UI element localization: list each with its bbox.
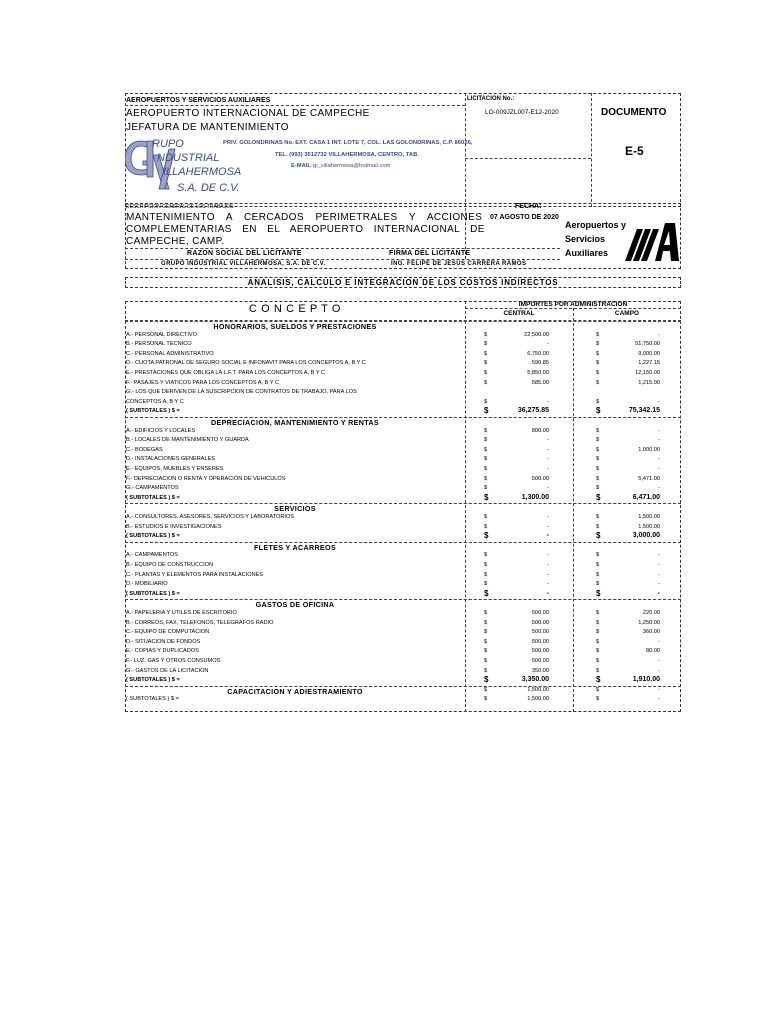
row-label: G.- LOS QUE DERIVEN DE LA SUSCRIPCION DE CONTRATOS DE TRABAJO, PARA LOS <box>126 389 357 396</box>
currency-campo: $ <box>596 370 600 376</box>
row-label: G.- CAMPAMENTOS <box>126 485 179 492</box>
firma-value: ING. FELIPE DE JESÚS CARRERA RAMOS <box>391 261 527 267</box>
table-row <box>125 455 681 465</box>
logo-text-sa: S.A. DE C.V. <box>177 182 240 194</box>
row-label: A.- EDIFICIOS Y LOCALES <box>126 427 196 434</box>
currency-central: $ <box>484 514 488 520</box>
central-value: 1,500.00 <box>527 686 549 693</box>
currency-campo: $ <box>596 629 600 636</box>
currency-campo: $ <box>596 588 601 598</box>
documento-value: E-5 <box>625 144 644 158</box>
currency-campo: $ <box>596 667 600 674</box>
table-row <box>125 465 681 475</box>
campo-value: 1,000.00 <box>638 446 660 453</box>
currency-campo: $ <box>596 610 600 616</box>
table-row <box>125 513 681 523</box>
currency-central: $ <box>484 406 489 416</box>
row-label: D.- INSTALACIONES GENERALES <box>126 456 216 463</box>
table-row <box>125 609 681 619</box>
currency-central: $ <box>484 437 488 444</box>
firma-label: FIRMA DEL LICITANTE <box>389 250 471 257</box>
company-address-2: TEL. (993) 3512732 VILLAHERMOSA, CENTRO, TAB. <box>275 152 419 158</box>
currency-campo: $ <box>596 531 601 541</box>
row-label: A.- PERSONAL DIRECTIVO <box>126 331 197 338</box>
table-row <box>125 657 681 667</box>
central-value: - <box>547 581 549 588</box>
currency-central: $ <box>484 675 489 685</box>
logo-text-rupo: RUPO <box>152 138 184 150</box>
table-row <box>125 551 681 561</box>
org-name: AEROPUERTOS Y SERVICIOS AUXILIARES <box>126 97 271 104</box>
central-value: 500.00 <box>531 629 549 636</box>
campo-value: 1,910.00 <box>632 676 660 684</box>
campo-value: - <box>658 571 660 578</box>
asa-logo <box>625 219 679 266</box>
currency-campo: $ <box>596 341 600 348</box>
currency-campo: $ <box>596 552 600 559</box>
table-row <box>125 340 681 350</box>
subtotal-row <box>125 407 681 417</box>
currency-campo: $ <box>596 562 600 568</box>
table-row <box>125 388 681 398</box>
central-value: 1,300.00 <box>521 493 549 501</box>
central-value: 500.00 <box>531 658 549 664</box>
central-value: 5,850.00 <box>527 370 549 376</box>
row-label: ( SUBTOTALES ) $ = <box>126 677 180 684</box>
currency-central: $ <box>484 588 489 598</box>
central-value: 36,275.85 <box>517 407 549 415</box>
currency-central: $ <box>484 360 488 367</box>
central-value: - <box>547 523 549 530</box>
currency-campo: $ <box>596 427 600 434</box>
currency-campo: $ <box>596 331 600 338</box>
currency-campo: $ <box>596 571 600 578</box>
central-value: - <box>547 552 549 559</box>
table-row <box>125 647 681 657</box>
central-value: 22,500.00 <box>524 331 549 338</box>
central-value: 590.85 <box>531 360 549 367</box>
airport-name: AEROPUERTO INTERNACIONAL DE CAMPECHE <box>126 108 370 119</box>
section-title: DEPRECIACION, MANTENIMIENTO Y RENTAS <box>210 418 379 427</box>
row-label: CONCEPTOS A, B Y C <box>126 398 184 405</box>
row-label: F.- DEPRECIACION O RENTA Y OPERACIÓN DE VEHICULOS <box>126 475 286 482</box>
central-value: 500.00 <box>531 475 549 482</box>
row-label: D.- SITUACION DE FONDOS <box>126 638 201 645</box>
currency-central: $ <box>484 523 488 530</box>
central-value: 500.00 <box>531 619 549 626</box>
campo-value: - <box>658 667 660 674</box>
row-label: ( SUBTOTALES ) $ = <box>126 590 180 597</box>
currency-central: $ <box>484 686 488 693</box>
row-label: C.- EQUIPO DE COMPUTACION <box>126 629 210 636</box>
row-label: F.- LUZ, GAS Y OTROS CONSUMOS <box>126 658 221 664</box>
descripcion-line-3: CAMPECHE, CAMP. <box>126 236 225 247</box>
campo-value: 75,342.15 <box>628 407 660 415</box>
campo-value: - <box>658 686 660 693</box>
row-label: E.- EQUIPOS, MUEBLES Y ENSERES <box>126 466 224 472</box>
campo-value: - <box>658 398 660 405</box>
currency-central: $ <box>484 610 488 616</box>
currency-campo: $ <box>596 638 600 645</box>
currency-central: $ <box>484 379 488 386</box>
row-label: ( SUBTOTALES ) $ = <box>126 408 180 415</box>
central-value: 500.00 <box>531 610 549 616</box>
central-header: CENTRAL <box>503 310 535 317</box>
currency-campo: $ <box>596 398 600 405</box>
descripcion-line-2: COMPLEMENTARIAS EN EL AEROPUERTO INTERNACIONAL DE <box>126 224 485 235</box>
currency-campo: $ <box>596 514 600 520</box>
central-value: - <box>547 341 549 348</box>
campo-header: CAMPO <box>614 310 640 317</box>
currency-central: $ <box>484 562 488 568</box>
campo-value: 1,500.00 <box>638 523 660 530</box>
row-label: B.- ESTUDIOS E INVESTIGACIONES <box>126 523 222 530</box>
asa-line-1: Aeropuertos y <box>565 220 627 230</box>
campo-value: - <box>658 581 660 588</box>
currency-central: $ <box>484 492 489 502</box>
table-row <box>125 446 681 456</box>
campo-value: 1,250.00 <box>638 619 660 626</box>
campo-value: - <box>658 466 660 472</box>
table-row <box>125 571 681 581</box>
table-row <box>125 369 681 379</box>
importes-header: IMPORTES POR ADMINISTRACION <box>518 301 628 308</box>
razon-value: GRUPO INDUSTRIAL VILLAHERMOSA, S.A. DE C.V. <box>161 261 326 267</box>
table-row <box>125 628 681 638</box>
central-value: - <box>547 398 549 405</box>
table-row <box>125 331 681 341</box>
campo-value: - <box>658 437 660 444</box>
row-label: G.- GASTOS DE LA LICITACION <box>126 667 209 674</box>
row-label: C.- PERSONAL ADMINISTRATIVO <box>126 350 214 357</box>
currency-campo: $ <box>596 350 600 357</box>
central-value: - <box>547 485 549 492</box>
campo-value: 80.00 <box>646 648 660 655</box>
table-row <box>125 379 681 389</box>
campo-value: - <box>658 485 660 492</box>
central-value: - <box>546 589 549 597</box>
table-row <box>125 436 681 446</box>
subtotal-row <box>125 676 681 686</box>
subtotal-row <box>125 532 681 542</box>
table-row <box>125 427 681 437</box>
row-label: A.- CAMPAMENTOS <box>126 552 179 559</box>
asa-line-2: Servicios <box>565 234 606 244</box>
currency-central: $ <box>484 485 488 492</box>
currency-central: $ <box>484 629 488 636</box>
currency-campo: $ <box>596 379 600 386</box>
fecha-value: 07 AGOSTO DE 2020 <box>490 214 559 221</box>
logo-text-ndustrial: NDUSTRIAL <box>157 152 220 164</box>
currency-campo: $ <box>596 492 601 502</box>
campo-value: - <box>658 562 660 568</box>
currency-central: $ <box>484 667 488 674</box>
central-value: - <box>547 514 549 520</box>
currency-campo: $ <box>596 619 600 626</box>
campo-value: 6,471.00 <box>632 493 660 501</box>
central-value: - <box>546 532 549 540</box>
central-value: 585.00 <box>531 379 549 386</box>
page-title: ANALISIS, CALCULO E INTEGRACION DE LOS COSTOS INDIRECTOS <box>247 278 559 287</box>
asa-line-3: Auxiliares <box>565 248 609 258</box>
currency-central: $ <box>484 531 489 541</box>
campo-value: 3,000.00 <box>632 532 660 540</box>
subtotal-row <box>125 695 681 705</box>
currency-central: $ <box>484 475 488 482</box>
currency-central: $ <box>484 658 488 664</box>
row-label: A.- CONSULTORES, ASESORES, SERVICIOS Y LABORATORIOS <box>126 514 295 520</box>
central-value: - <box>547 562 549 568</box>
currency-campo: $ <box>596 686 600 693</box>
currency-campo: $ <box>596 456 600 463</box>
currency-central: $ <box>484 370 488 376</box>
campo-value: 5,471.00 <box>638 475 660 482</box>
subtotal-row <box>125 494 681 504</box>
currency-central: $ <box>484 350 488 357</box>
central-value: 500.00 <box>531 638 549 645</box>
row-label: F.- PASAJES Y VIATICOS PARA LOS CONCEPTOS A, B Y C <box>126 379 280 386</box>
currency-campo: $ <box>596 475 600 482</box>
department-name: JEFATURA DE MANTENIMIENTO <box>126 122 289 133</box>
currency-campo: $ <box>596 360 600 367</box>
row-label: E.- PRESTACIONES QUE OBLIGA LA L.F.T. PARA LOS CONCEPTOS A, B Y C <box>126 370 326 376</box>
row-label: B.- LOCALES DE MANTENIMIENTO Y GUARDA <box>126 437 249 444</box>
currency-campo: $ <box>596 648 600 655</box>
section-title: FLETES Y ACARREOS <box>253 542 337 552</box>
company-email: gi_villahermosa@hotmail.com <box>313 163 391 169</box>
central-value: 3,350.00 <box>521 676 549 684</box>
company-address-1: PRIV. GOLONDRINAS No. EXT. CASA 1 INT. LOTE 7, COL. LAS GOLONDRINAS, C.P. 86026, <box>223 140 473 146</box>
currency-central: $ <box>484 427 488 434</box>
currency-central: $ <box>484 638 488 645</box>
descripcion-line-1: MANTENIMIENTO A CERCADOS PERIMETRALES Y ACCIONES <box>126 212 483 223</box>
descripcion-label: DESCRIPCION GENERAL DE LOS TRABAJOS: <box>126 204 235 210</box>
currency-campo: $ <box>596 696 600 703</box>
currency-central: $ <box>484 456 488 463</box>
central-value: - <box>547 571 549 578</box>
campo-value: - <box>658 696 660 703</box>
currency-campo: $ <box>596 581 600 588</box>
currency-campo: $ <box>596 446 600 453</box>
currency-central: $ <box>484 341 488 348</box>
campo-value: - <box>658 638 660 645</box>
row-label: ( SUBTOTALES ) $ = <box>126 494 180 501</box>
row-label: ( SUBTOTALES ) $ = <box>126 533 180 540</box>
currency-campo: $ <box>596 523 600 530</box>
campo-value: - <box>658 427 660 434</box>
campo-value: 51,750.00 <box>635 341 660 348</box>
central-value: 500.00 <box>531 648 549 655</box>
central-value: - <box>547 437 549 444</box>
campo-value: - <box>658 658 660 664</box>
company-email-label: E-MAIL: <box>291 163 313 169</box>
table-row <box>125 359 681 369</box>
campo-value: 360.00 <box>642 629 660 636</box>
row-label: D.- MOBILIARIO <box>126 581 168 588</box>
row-label: E.- COPIAS Y DUPLICADOS <box>126 648 199 655</box>
table-row <box>125 638 681 648</box>
campo-value: 1,227.15 <box>638 360 660 367</box>
currency-central: $ <box>484 571 488 578</box>
currency-central: $ <box>484 696 488 703</box>
central-value: - <box>547 456 549 463</box>
campo-value: 12,150.00 <box>635 370 660 376</box>
central-value: 800.00 <box>531 427 549 434</box>
currency-central: $ <box>484 398 488 405</box>
currency-central: $ <box>484 648 488 655</box>
table-row <box>125 619 681 629</box>
section-title: GASTOS DE OFICINA <box>255 600 335 610</box>
table-row <box>125 350 681 360</box>
row-label: D.- CUOTA PATRONAL DE SEGURO SOCIAL E INFONAVIT PARA LOS CONCEPTOS A, B Y C <box>126 360 366 367</box>
currency-central: $ <box>484 552 488 559</box>
campo-value: - <box>658 552 660 559</box>
campo-value: 9,000.00 <box>638 350 660 357</box>
row-label: B.- PERSONAL TECNICO <box>126 341 192 348</box>
central-value: - <box>547 446 549 453</box>
campo-value: 220.00 <box>642 610 660 616</box>
currency-central: $ <box>484 466 488 472</box>
section-title: HONORARIOS, SUELDOS Y PRESTACIONES <box>213 322 377 331</box>
currency-campo: $ <box>596 437 600 444</box>
section-title: SERVICIOS <box>274 504 316 514</box>
central-value: - <box>547 466 549 472</box>
currency-central: $ <box>484 331 488 338</box>
logo-text-illahermosa: ILLAHERMOSA <box>163 166 242 178</box>
central-value: 6,750.00 <box>527 350 549 357</box>
section-title: CAPACITACION Y ADIESTRAMIENTO <box>227 686 363 696</box>
campo-value: 1,215.00 <box>638 379 660 386</box>
razon-label: RAZON SOCIAL DEL LICITANTE <box>187 250 302 257</box>
currency-campo: $ <box>596 675 601 685</box>
fecha-label: FECHA: <box>515 203 542 210</box>
table-row <box>125 561 681 571</box>
subtotal-row <box>125 590 681 600</box>
currency-central: $ <box>484 619 488 626</box>
licitacion-label: LICITACION No.: <box>467 96 515 102</box>
row-label: B.- CORREOS, FAX, TELEFONOS, TELEGRAFOS RADIO <box>126 619 274 626</box>
concepto-header: C O N C E P T O <box>248 303 342 315</box>
campo-value: - <box>658 331 660 338</box>
row-label: C.- BODEGAS <box>126 446 163 453</box>
row-label: ( SUBTOTALES ) $ = <box>126 696 179 703</box>
campo-value: 1,500.00 <box>638 514 660 520</box>
currency-campo: $ <box>596 406 601 416</box>
currency-campo: $ <box>596 466 600 472</box>
documento-label: DOCUMENTO <box>601 107 667 118</box>
central-value: 350.00 <box>531 667 549 674</box>
currency-central: $ <box>484 581 488 588</box>
row-label: A.- PAPELERIA Y UTILES DE ESCRITORIO <box>126 610 237 616</box>
currency-campo: $ <box>596 485 600 492</box>
currency-campo: $ <box>596 658 600 664</box>
licitacion-value: LO-009JZL007-E12-2020 <box>485 109 559 116</box>
campo-value: - <box>657 589 660 597</box>
table-row <box>125 475 681 485</box>
row-label: C.- PLANTAS Y ELEMENTOS PARA INSTALACIONES <box>126 571 264 578</box>
campo-value: - <box>658 456 660 463</box>
central-value: 1,500.00 <box>527 696 549 703</box>
row-label: B.- EQUIPO DE CONSTRUCCION <box>126 562 214 568</box>
currency-central: $ <box>484 446 488 453</box>
